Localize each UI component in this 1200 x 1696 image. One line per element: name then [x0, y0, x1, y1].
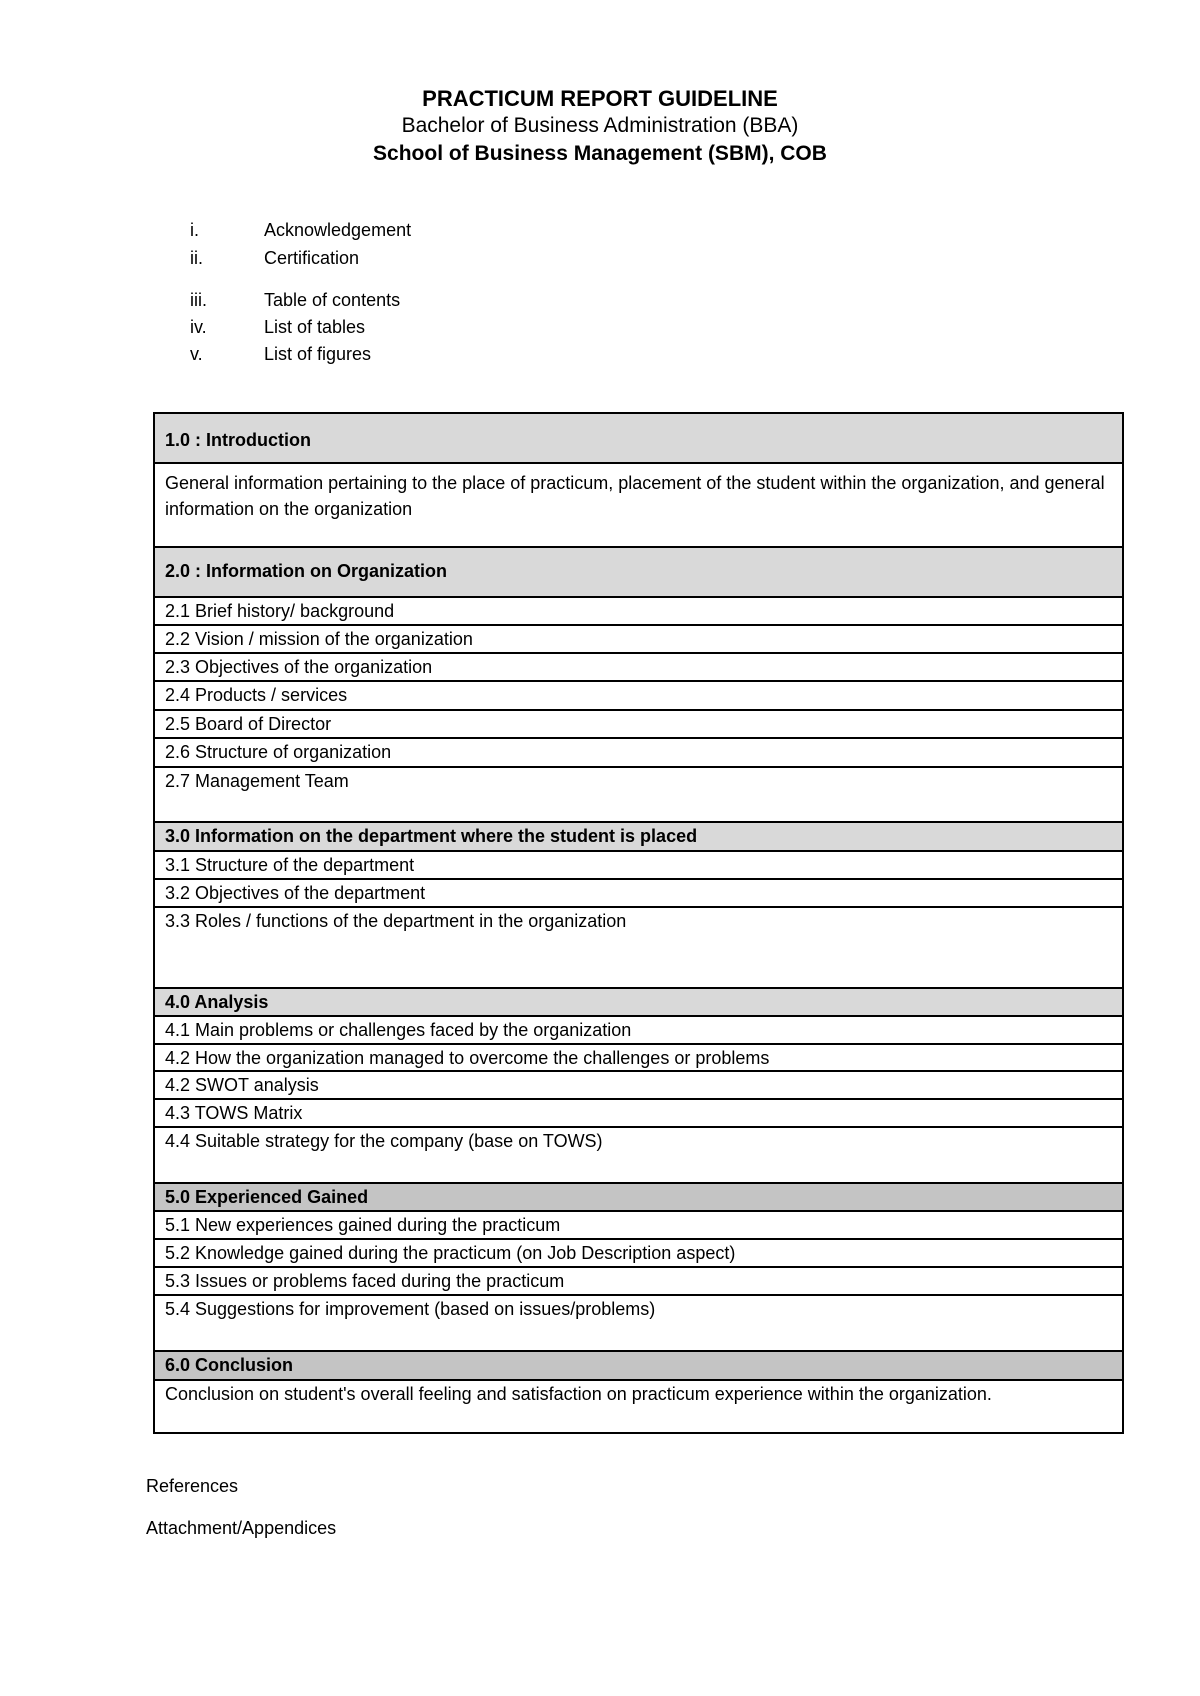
item-text: 2.7 Management Team [165, 771, 349, 791]
item-text: 3.3 Roles / functions of the department in the organization [165, 911, 627, 931]
references-heading: References [146, 1476, 239, 1496]
item-text: 3.1 Structure of the department [165, 855, 415, 875]
item-label: Acknowledgement [264, 220, 412, 240]
section-title: 4.0 Analysis [165, 992, 269, 1012]
item-number: i. [190, 220, 199, 240]
description-text: Conclusion on student's overall feeling and satisfaction on practicum experience within the organization. [165, 1384, 992, 1404]
item-text: 2.2 Vision / mission of the organization [165, 629, 473, 649]
section-header-department [155, 821, 1122, 850]
item-label: Certification [264, 248, 360, 268]
outline-item [155, 624, 1122, 652]
section-description [155, 462, 1122, 546]
section-title: 1.0 : Introduction [165, 430, 311, 450]
item-label: Table of contents [264, 290, 401, 310]
section-header-analysis [155, 987, 1122, 1015]
item-text: 2.5 Board of Director [165, 714, 332, 734]
report-outline-table [153, 412, 1124, 1434]
outline-item [155, 596, 1122, 624]
attachments-heading: Attachment/Appendices [146, 1518, 337, 1538]
section-header-experience [155, 1182, 1122, 1210]
item-text: 2.1 Brief history/ background [165, 601, 395, 621]
section-header-introduction [155, 414, 1122, 462]
section-title: 5.0 Experienced Gained [165, 1187, 369, 1207]
outline-item [155, 652, 1122, 680]
section-description [155, 1379, 1122, 1432]
outline-item [155, 766, 1122, 821]
outline-item [155, 878, 1122, 906]
item-number: iv. [190, 317, 207, 337]
outline-item [155, 906, 1122, 987]
item-text: 4.4 Suitable strategy for the company (base on TOWS) [165, 1131, 603, 1151]
item-text: 5.3 Issues or problems faced during the practicum [165, 1271, 565, 1291]
outline-item [155, 1238, 1122, 1266]
section-title: 6.0 Conclusion [165, 1355, 294, 1375]
item-text: 2.4 Products / services [165, 685, 348, 705]
school-name: School of Business Management (SBM), COB [373, 142, 827, 165]
item-text: 4.2 How the organization managed to overcome the challenges or problems [165, 1048, 770, 1068]
item-text: 4.3 TOWS Matrix [165, 1103, 303, 1123]
section-header-conclusion [155, 1350, 1122, 1379]
outline-item [155, 737, 1122, 766]
document-title: PRACTICUM REPORT GUIDELINE [422, 86, 778, 111]
outline-item [155, 1210, 1122, 1238]
item-label: List of tables [264, 317, 366, 337]
item-text: 4.2 SWOT analysis [165, 1075, 319, 1095]
item-number: iii. [190, 290, 207, 310]
item-text: 5.2 Knowledge gained during the practicum (on Job Description aspect) [165, 1243, 736, 1263]
outline-item [155, 850, 1122, 878]
outline-item [155, 1266, 1122, 1294]
description-text: General information pertaining to the place of practicum, placement of the student within the organization, and general information on the organization [165, 473, 1105, 519]
item-text: 5.4 Suggestions for improvement (based on issues/problems) [165, 1299, 656, 1319]
section-title: 2.0 : Information on Organization [165, 561, 448, 581]
item-text: 5.1 New experiences gained during the practicum [165, 1215, 561, 1235]
program-name: Bachelor of Business Administration (BBA) [401, 114, 799, 137]
item-number: ii. [190, 248, 203, 268]
outline-item [155, 1294, 1122, 1350]
item-text: 2.6 Structure of organization [165, 742, 392, 762]
item-text: 3.2 Objectives of the department [165, 883, 426, 903]
outline-item [155, 1015, 1122, 1043]
outline-item [155, 1043, 1122, 1070]
outline-item [155, 1070, 1122, 1098]
item-text: 2.3 Objectives of the organization [165, 657, 433, 677]
outline-item [155, 1126, 1122, 1182]
outline-item [155, 1098, 1122, 1126]
outline-item [155, 709, 1122, 737]
item-text: 4.1 Main problems or challenges faced by the organization [165, 1020, 632, 1040]
section-title: 3.0 Information on the department where the student is placed [165, 826, 698, 846]
item-label: List of figures [264, 344, 372, 364]
outline-item [155, 680, 1122, 709]
item-number: v. [190, 344, 203, 364]
section-header-organization [155, 546, 1122, 596]
